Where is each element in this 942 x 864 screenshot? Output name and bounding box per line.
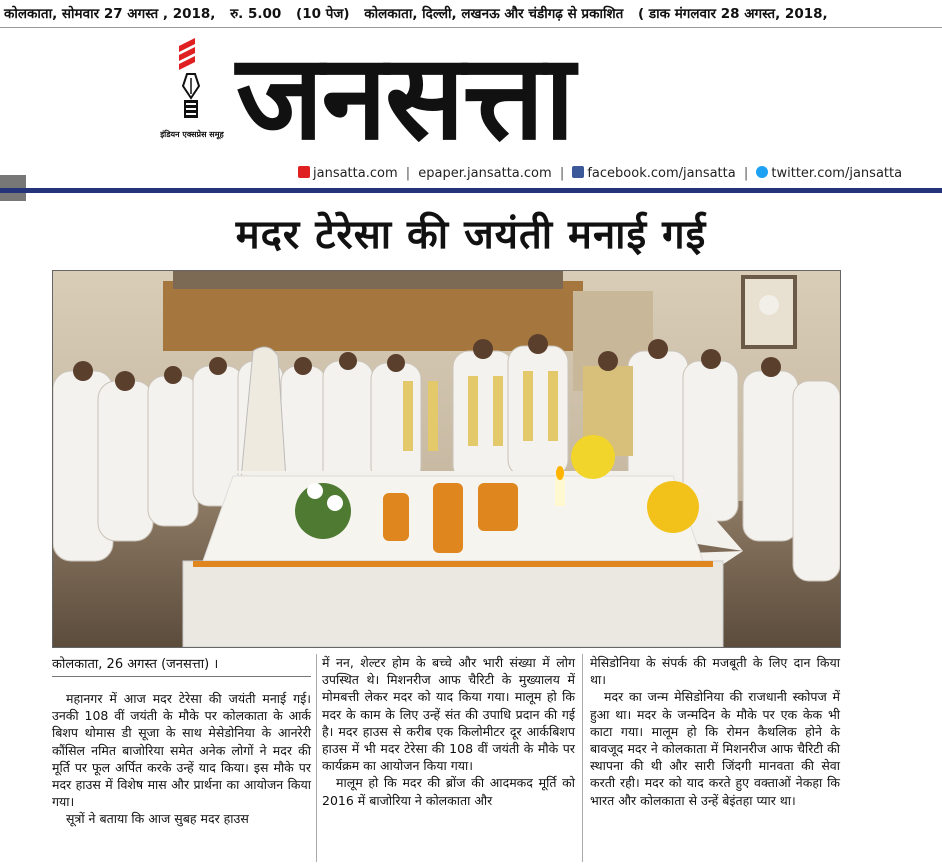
epaper-link[interactable]: epaper.jansatta.com [418, 166, 552, 181]
paragraph: में नन, शेल्टर होम के बच्चे और भारी संख्या में लोग उपस्थित थे। मिशनरीज आफ चैरिटी के मुख्यालय में मोमबत्ती लेकर मदर को याद किया गया। मालूम हो कि मदर के काम के लिए उन्हें संत की उपाधि प्रदान की गई है। मदर हाउस से करीब एक किलोमीटर दूर आर्कबिशप हाउस में भी मदर टेरेसा की 108 वीं जयंती के मौके पर कार्यक्रम का आयोजन किया गया। [322, 655, 575, 774]
masthead-title: जनसत्ता [236, 28, 573, 166]
facebook-icon [572, 166, 584, 178]
jansatta-icon [298, 166, 310, 178]
twitter-icon [756, 166, 768, 178]
newspaper-masthead [236, 30, 936, 165]
price: रु. 5.00 [230, 6, 282, 22]
express-group-emblem [165, 36, 225, 176]
column-rule [582, 654, 583, 862]
group-name: इंडियन एक्सप्रेस समूह [160, 130, 224, 139]
article-column-2 [322, 654, 575, 809]
website-link[interactable]: jansatta.com [313, 166, 398, 181]
dateline-rule [52, 676, 311, 677]
article-column-1 [52, 690, 311, 828]
masthead-divider [0, 188, 942, 193]
city-date: कोलकाता, सोमवार 27 अगस्त , 2018, [4, 6, 216, 22]
paragraph: मेसिडोनिया के संपर्क की मजबूती के लिए दान किया था। [590, 655, 840, 688]
column-rule [316, 654, 317, 862]
wood-panel [163, 281, 583, 351]
edition-info-bar [0, 0, 942, 28]
social-links: jansatta.com | epaper.jansatta.com | facebook.com/jansatta | twitter.com/jansatta [298, 166, 902, 186]
article-column-3 [590, 654, 840, 809]
event-photo [52, 270, 841, 648]
tomb [183, 561, 723, 647]
paragraph: मालूम हो कि मदर की ब्रोंज की आदमकद मूर्ति को 2016 में बाजोरिया ने कोलकाता और [322, 775, 575, 808]
paragraph: महानगर में आज मदर टेरेसा की जयंती मनाई गई। उनकी 108 वीं जयंती के मौके पर कोलकाता के आर्क बिशप थोमास डी सूजा के साथ मेसेडोनिया के आनरेरी कौंसिल नमित बाजोरिया समेत अनेक लोगों ने मदर की मूर्ति पर फूल अर्पित करके उन्हें याद किया। इस मौके पर मदर हाउस में विशेष मास और प्रार्थना का आयोजन किया गया। [52, 691, 311, 810]
paragraph: मदर का जन्म मेसिडोनिया की राजधानी स्कोपज में हुआ था। मदर के जन्मदिन के मौके पर एक केक भी काटा गया। मालूम हो कि रोमन कैथलिक होने के बावजूद मदर ने कोलकाता में मिशनरीज आफ चैरिटी की स्थापना की थी और सारी जिंदगी मानवता की सेवा करती रही। मदर को याद करते हुए वक्ताओं नेकहा कि भारत और कोलकाता से उन्हें बेइंतहा प्यार था। [590, 689, 840, 808]
paragraph: सूत्रों ने बताया कि आज सुबह मदर हाउस [66, 811, 249, 827]
postal-info: ( डाक मंगलवार 28 अगस्त, 2018, [638, 6, 828, 22]
editions: कोलकाता, दिल्ली, लखनऊ और चंडीगढ़ से प्रकाशित [364, 6, 624, 22]
twitter-link[interactable]: twitter.com/jansatta [771, 166, 903, 181]
facebook-link[interactable]: facebook.com/jansatta [587, 166, 736, 181]
dateline: कोलकाता, 26 अगस्त (जनसत्ता) । [52, 657, 219, 672]
page-count: (10 पेज) [296, 6, 350, 22]
article-headline: मदर टेरेसा की जयंती मनाई गई [235, 212, 707, 258]
